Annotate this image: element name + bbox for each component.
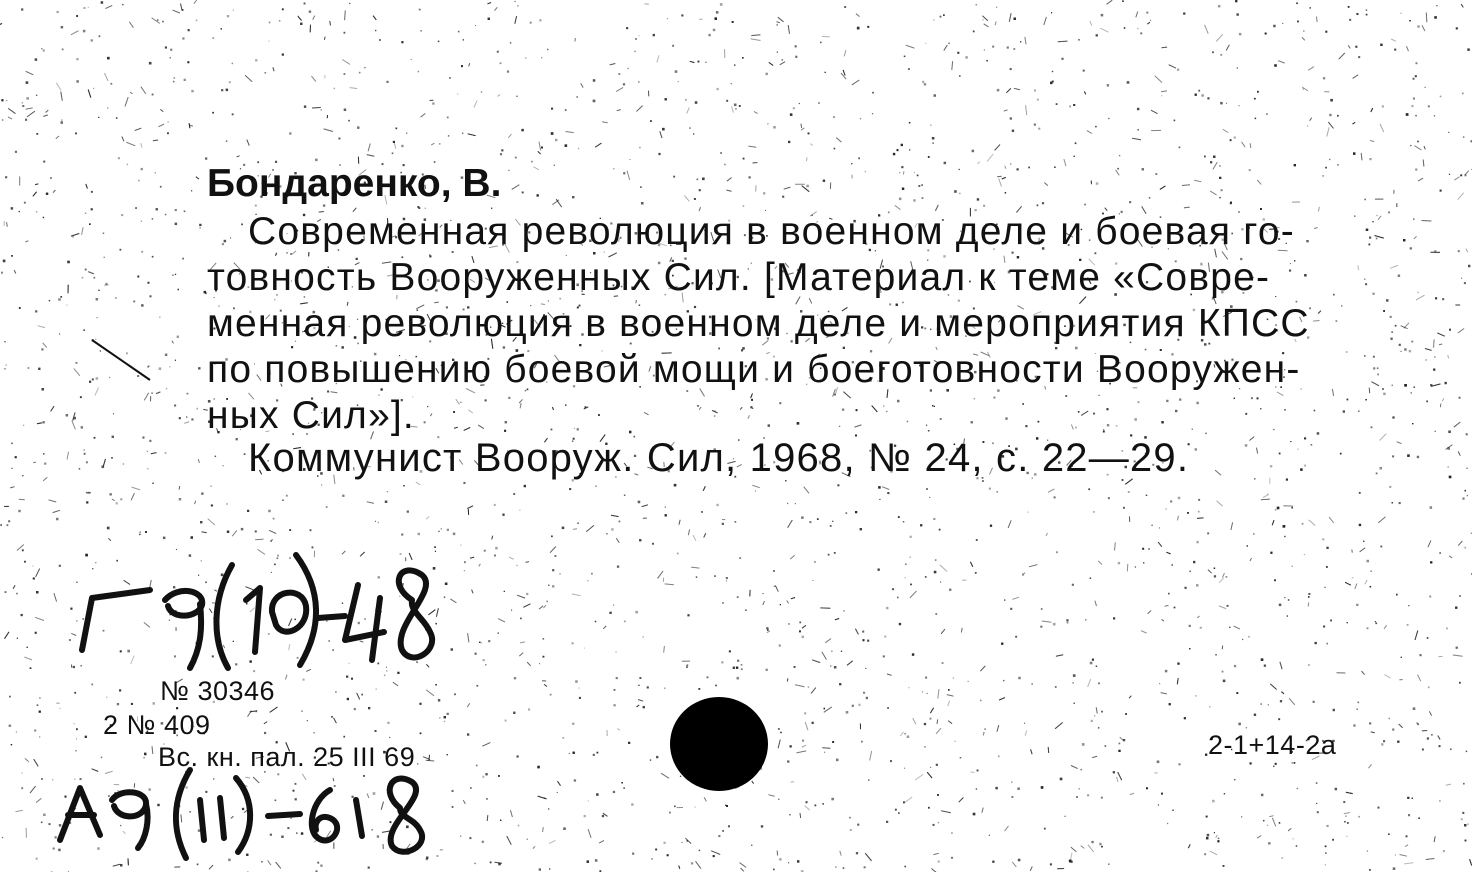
title-line-4: по повышению боевой мощи и боеготовности Вооружен-: [207, 348, 1301, 391]
accession-number: № 30346: [160, 676, 276, 706]
shelf-mark: Вс. кн. пал. 25 III 69: [158, 742, 416, 772]
classification-code: 2-1+14-2а: [1208, 730, 1337, 760]
title-line-1: Современная революция в военном деле и боевая го-: [248, 210, 1295, 253]
stray-stroke: [92, 340, 150, 380]
copy-number: 2 № 409: [103, 710, 211, 740]
title-line-5: ных Сил»].: [207, 394, 415, 437]
title-line-2: товность Вооруженных Сил. [Материал к теме «Совре-: [207, 256, 1271, 299]
handwritten-bottom-mark: [60, 770, 422, 858]
source-citation: Коммунист Вооруж. Сил, 1968, № 24, с. 22—29.: [248, 436, 1190, 480]
handwritten-top-mark: [82, 555, 432, 668]
author-heading: Бондаренко, В.: [207, 162, 502, 205]
title-line-3: менная революция в военном деле и мероприятия КПСС: [207, 302, 1310, 345]
